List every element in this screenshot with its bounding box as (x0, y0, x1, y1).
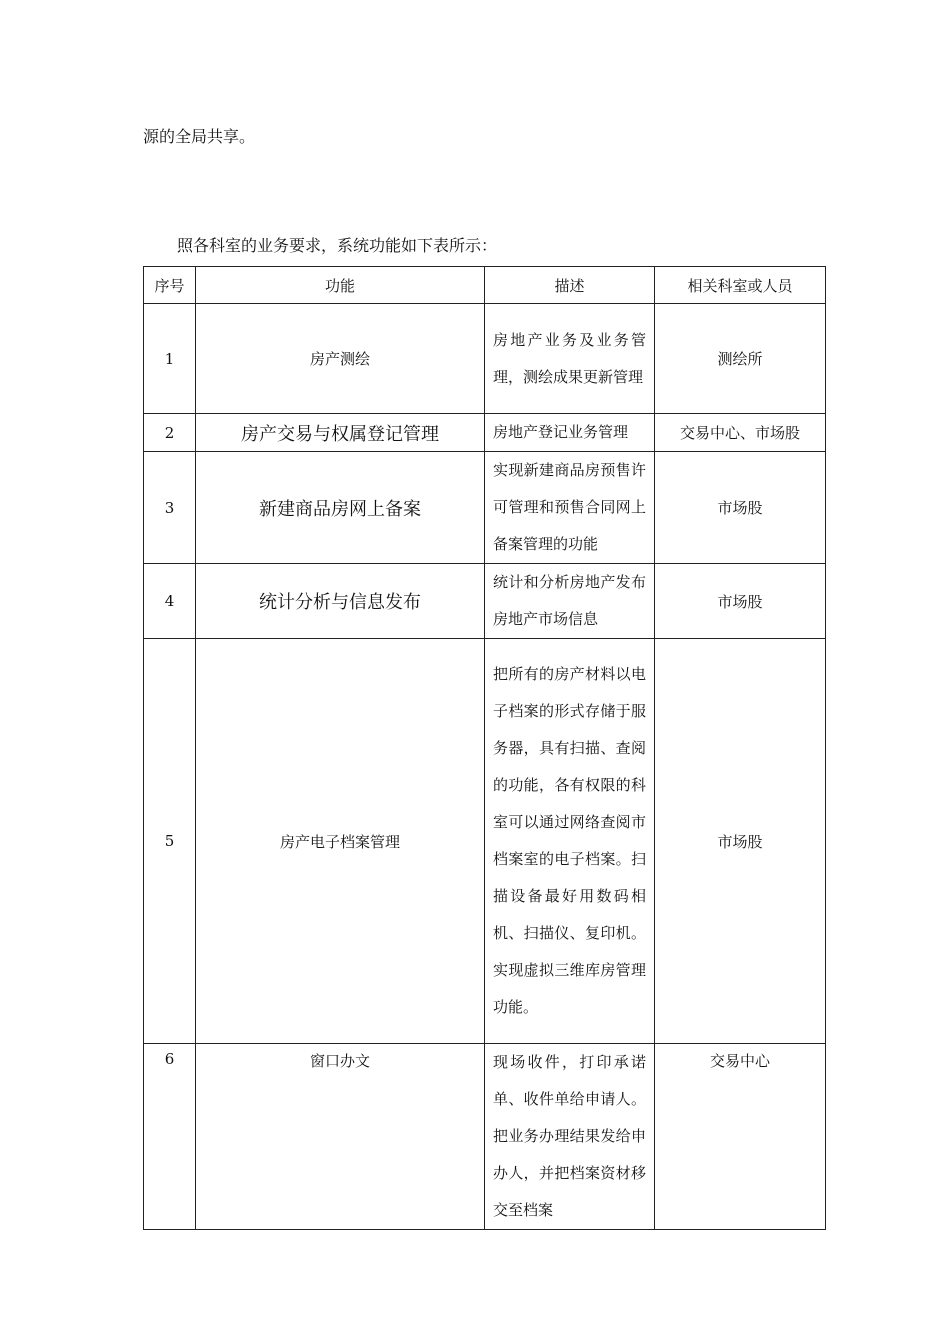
table-intro-text: 照各科室的业务要求，系统功能如下表所示： (177, 236, 498, 255)
row-no: 1 (144, 304, 196, 414)
table-row (144, 414, 826, 452)
row-function: 房产测绘 (196, 304, 485, 414)
row-department: 市场股 (655, 639, 826, 1044)
row-no: 6 (144, 1044, 196, 1230)
row-function: 新建商品房网上备案 (196, 452, 485, 564)
header-no: 序号 (144, 267, 196, 304)
row-description: 现场收件，打印承诺单、收件单给申请人。把业务办理结果发给申办人，并把档案资材移交至档案 (485, 1044, 655, 1230)
table-row (144, 304, 826, 414)
row-no: 5 (144, 639, 196, 1044)
row-description: 房地产登记业务管理 (485, 414, 655, 452)
table-header-row (144, 267, 826, 304)
row-function: 房产交易与权属登记管理 (196, 414, 485, 452)
row-function: 窗口办文 (196, 1044, 485, 1230)
table-row (144, 564, 826, 639)
function-table (143, 266, 826, 1230)
header-function: 功能 (196, 267, 485, 304)
header-description: 描述 (485, 267, 655, 304)
row-department: 市场股 (655, 452, 826, 564)
table-row (144, 639, 826, 1044)
table-row (144, 452, 826, 564)
row-department: 市场股 (655, 564, 826, 639)
row-description: 房地产业务及业务管理，测绘成果更新管理 (485, 304, 655, 414)
row-no: 3 (144, 452, 196, 564)
header-department: 相关科室或人员 (655, 267, 826, 304)
table-row (144, 1044, 826, 1230)
row-department: 测绘所 (655, 304, 826, 414)
row-description: 把所有的房产材料以电子档案的形式存储于服务器，具有扫描、查阅的功能，各有权限的科室可以通过网络查阅市档案室的电子档案。扫描设备最好用数码相机、扫描仪、复印机。实现虚拟三维库房管理功能。 (485, 639, 655, 1044)
paragraph-text: 源的全局共享。 (143, 127, 256, 146)
row-description: 实现新建商品房预售许可管理和预售合同网上备案管理的功能 (485, 452, 655, 564)
row-department: 交易中心 (655, 1044, 826, 1230)
row-no: 4 (144, 564, 196, 639)
row-function: 房产电子档案管理 (196, 639, 485, 1044)
row-function: 统计分析与信息发布 (196, 564, 485, 639)
row-description: 统计和分析房地产发布房地产市场信息 (485, 564, 655, 639)
row-department: 交易中心、市场股 (655, 414, 826, 452)
row-no: 2 (144, 414, 196, 452)
